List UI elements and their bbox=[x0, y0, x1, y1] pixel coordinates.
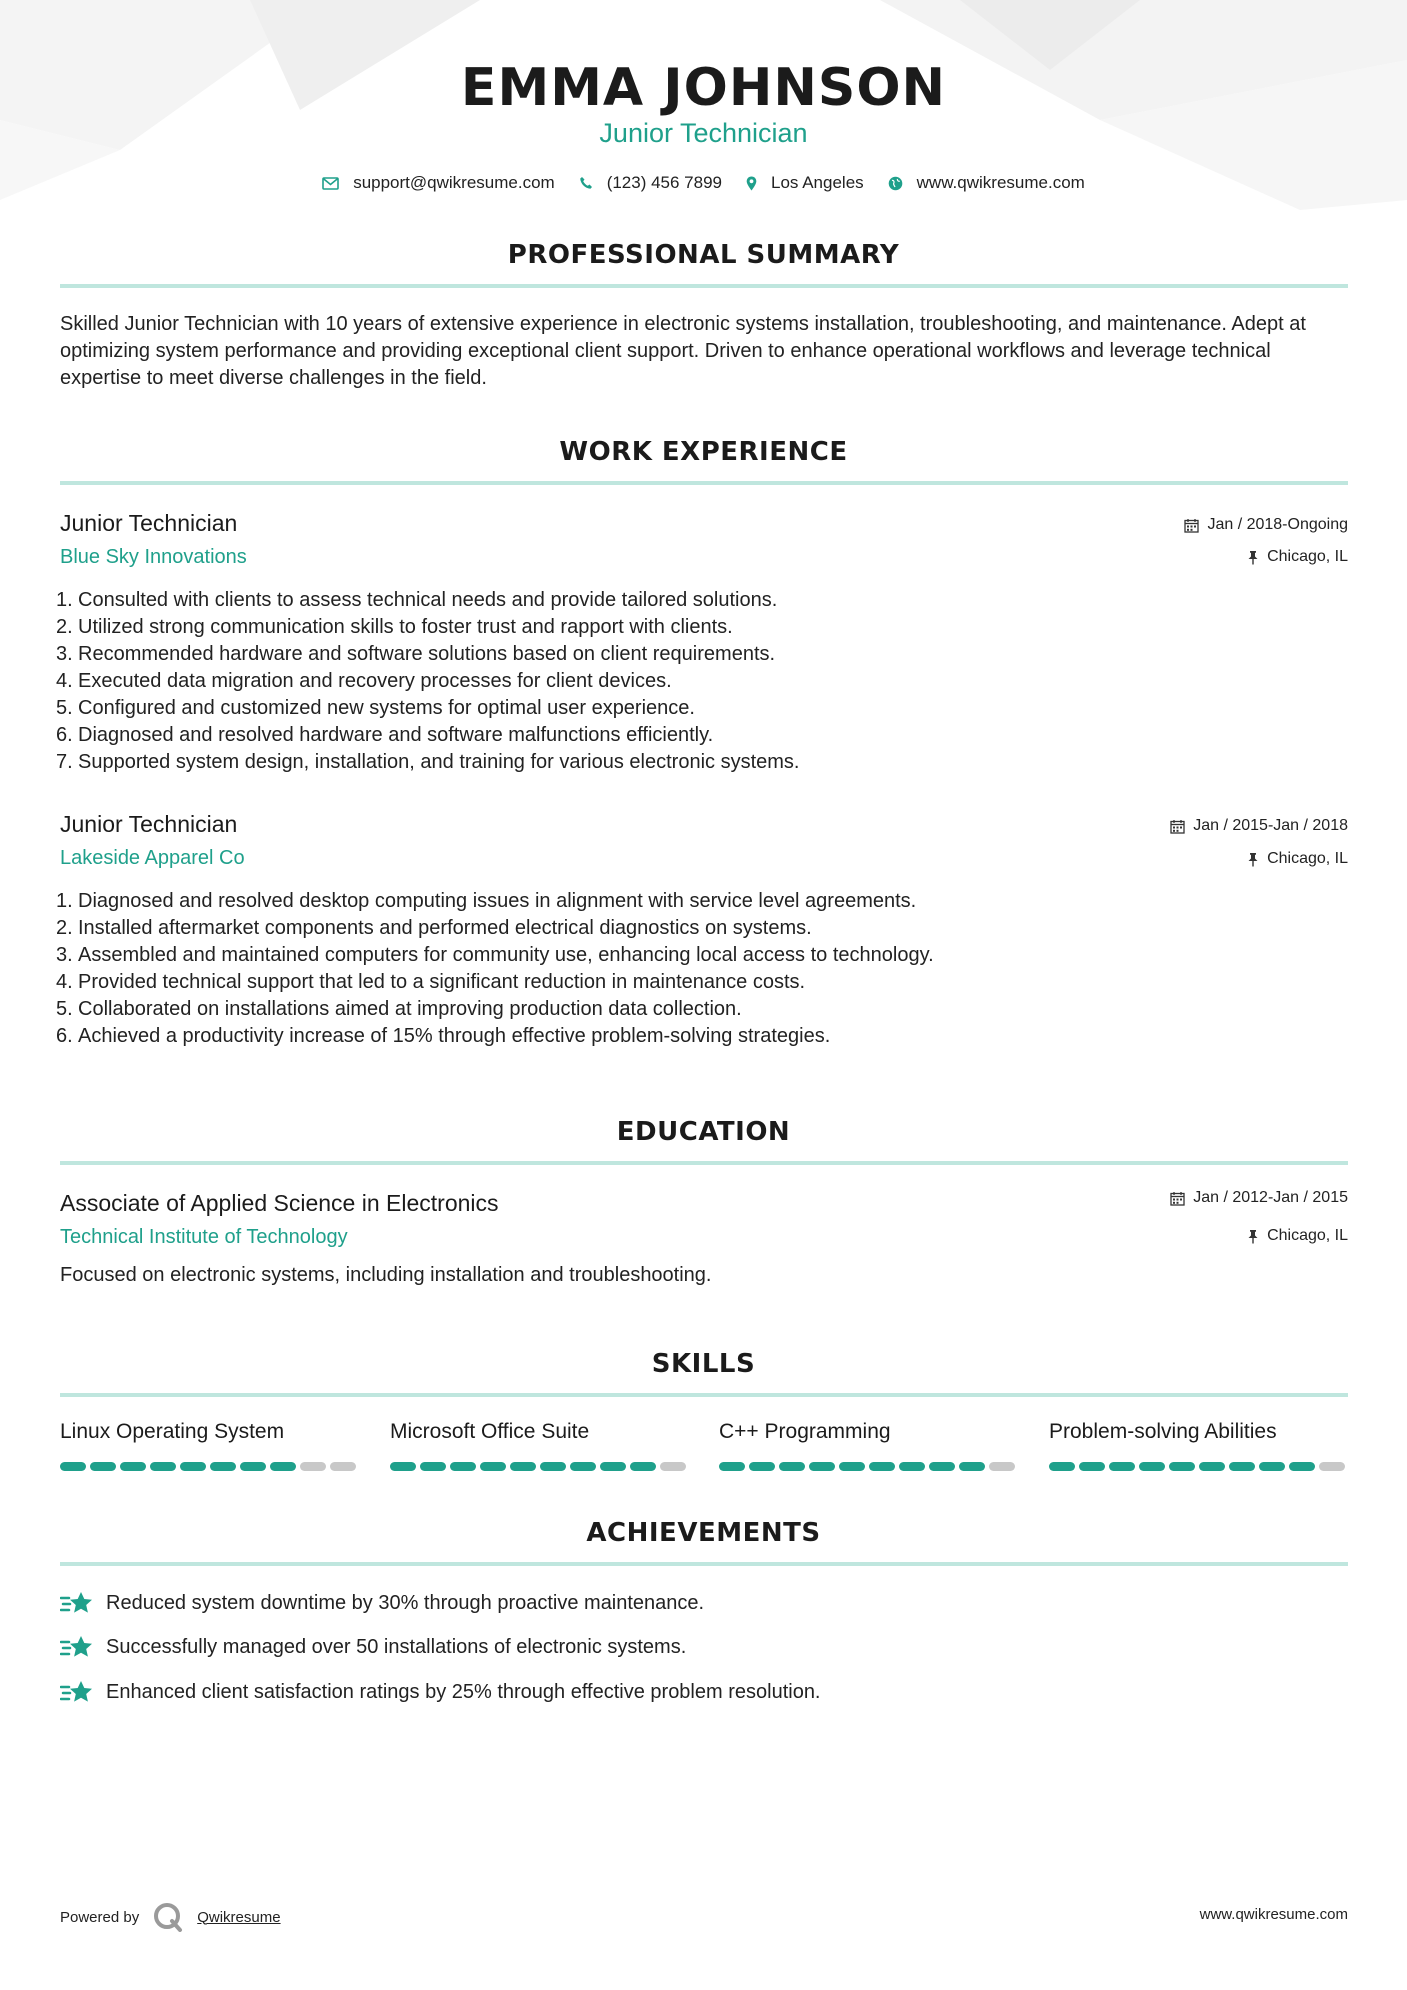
experience-heading: WORK EXPERIENCE bbox=[559, 437, 848, 467]
list-item: 1. Consulted with clients to assess technical needs and provide tailored solutions. bbox=[56, 589, 778, 611]
list-item: 7. Supported system design, installation, and training for various electronic systems. bbox=[56, 751, 800, 773]
skills-heading: SKILLS bbox=[651, 1349, 756, 1379]
education-school: Technical Institute of Technology bbox=[60, 1226, 348, 1248]
skill-name: Microsoft Office Suite bbox=[390, 1420, 590, 1443]
skill-name: Linux Operating System bbox=[60, 1420, 285, 1443]
skill-segment-filled bbox=[180, 1462, 206, 1471]
job-location-text: Chicago, IL bbox=[1267, 850, 1348, 867]
experience-divider bbox=[60, 481, 1348, 485]
job-location bbox=[1247, 548, 1348, 566]
contact-phone[interactable] bbox=[579, 173, 722, 193]
achievement-text: Successfully managed over 50 installations of electronic systems. bbox=[106, 1635, 687, 1658]
contact-bar bbox=[0, 173, 1407, 193]
list-item: 3. Assembled and maintained computers for community use, enhancing local access to technology. bbox=[56, 944, 934, 966]
skill-level-bar bbox=[60, 1462, 360, 1471]
skill-item bbox=[60, 1420, 360, 1471]
job-dates bbox=[1170, 817, 1348, 835]
summary-heading: PROFESSIONAL SUMMARY bbox=[507, 240, 900, 270]
job-dates-text: Jan / 2018-Ongoing bbox=[1207, 516, 1348, 533]
skill-segment-filled bbox=[210, 1462, 236, 1471]
achievement-text: Enhanced client satisfaction ratings by 25% through effective problem resolution. bbox=[106, 1680, 821, 1703]
skill-segment-filled bbox=[510, 1462, 536, 1471]
achievement-text: Reduced system downtime by 30% through proactive maintenance. bbox=[106, 1591, 705, 1614]
skill-segment-filled bbox=[240, 1462, 266, 1471]
summary-text: Skilled Junior Technician with 10 years of extensive experience in electronic systems installation, troubleshooting, and maintenance. Adept at optimizing system performance and providing exceptional client support. Driven to enhance operational workflows and leverage technical expertise to meet diverse challenges in the field. bbox=[60, 313, 1306, 389]
footer-powered-by bbox=[60, 1902, 281, 1932]
job-company: Blue Sky Innovations bbox=[60, 546, 247, 568]
contact-phone-text: (123) 456 7899 bbox=[606, 173, 723, 192]
job-company: Lakeside Apparel Co bbox=[60, 847, 245, 869]
star-speed-icon bbox=[60, 1634, 94, 1660]
skill-item bbox=[390, 1420, 690, 1471]
skill-segment-filled bbox=[120, 1462, 146, 1471]
contact-website-text: www.qwikresume.com bbox=[916, 173, 1085, 192]
job-bullet-list bbox=[56, 888, 934, 1050]
skill-name: Problem-solving Abilities bbox=[1049, 1420, 1277, 1443]
skill-segment-filled bbox=[749, 1462, 775, 1471]
pushpin-icon bbox=[1247, 1229, 1259, 1244]
contact-location bbox=[746, 173, 864, 193]
skill-level-bar bbox=[1049, 1462, 1349, 1471]
skill-segment-empty bbox=[330, 1462, 356, 1471]
skill-segment-filled bbox=[600, 1462, 626, 1471]
skill-segment-filled bbox=[570, 1462, 596, 1471]
skill-segment-filled bbox=[390, 1462, 416, 1471]
skill-segment-filled bbox=[809, 1462, 835, 1471]
skill-segment-filled bbox=[60, 1462, 86, 1471]
skill-segment-empty bbox=[660, 1462, 686, 1471]
skill-segment-empty bbox=[1319, 1462, 1345, 1471]
calendar-icon bbox=[1170, 1191, 1185, 1206]
list-item: 4. Provided technical support that led to a significant reduction in maintenance costs. bbox=[56, 971, 806, 993]
skill-segment-filled bbox=[1229, 1462, 1255, 1471]
list-item: 3. Recommended hardware and software solutions based on client requirements. bbox=[56, 643, 776, 665]
achievements-divider bbox=[60, 1562, 1348, 1566]
job-bullet-list bbox=[56, 587, 799, 776]
list-item: 2. Installed aftermarket components and performed electrical diagnostics on systems. bbox=[56, 917, 812, 939]
education-location bbox=[1247, 1227, 1348, 1245]
job-title: Junior Technician bbox=[60, 811, 238, 837]
qwikresume-logo-icon bbox=[153, 1902, 183, 1932]
skill-segment-filled bbox=[719, 1462, 745, 1471]
star-speed-icon bbox=[60, 1679, 94, 1705]
qwikresume-link[interactable]: Qwikresume bbox=[197, 1908, 281, 1926]
skill-segment-empty bbox=[300, 1462, 326, 1471]
skill-segment-filled bbox=[480, 1462, 506, 1471]
list-item: 4. Executed data migration and recovery processes for client devices. bbox=[56, 670, 672, 692]
skill-segment-filled bbox=[270, 1462, 296, 1471]
achievement-item bbox=[60, 1590, 704, 1616]
education-location-text: Chicago, IL bbox=[1267, 1227, 1348, 1244]
list-item: 5. Collaborated on installations aimed at improving production data collection. bbox=[56, 998, 742, 1020]
skill-segment-filled bbox=[630, 1462, 656, 1471]
skill-segment-filled bbox=[450, 1462, 476, 1471]
map-pin-icon bbox=[746, 176, 757, 191]
list-item: 6. Achieved a productivity increase of 15% through effective problem-solving strategies. bbox=[56, 1025, 831, 1047]
skill-segment-filled bbox=[90, 1462, 116, 1471]
skill-segment-filled bbox=[1139, 1462, 1165, 1471]
list-item: 1. Diagnosed and resolved desktop computing issues in alignment with service level agreements. bbox=[56, 890, 917, 912]
skill-segment-filled bbox=[929, 1462, 955, 1471]
achievement-item bbox=[60, 1634, 686, 1660]
skill-segment-filled bbox=[959, 1462, 985, 1471]
calendar-icon bbox=[1170, 819, 1185, 834]
skill-segment-filled bbox=[899, 1462, 925, 1471]
skill-segment-filled bbox=[1289, 1462, 1315, 1471]
skill-segment-filled bbox=[779, 1462, 805, 1471]
powered-by-label: Powered by bbox=[60, 1908, 140, 1926]
skill-name: C++ Programming bbox=[719, 1420, 891, 1443]
education-degree: Associate of Applied Science in Electronics bbox=[60, 1190, 499, 1216]
achievements-heading: ACHIEVEMENTS bbox=[586, 1518, 821, 1548]
envelope-icon bbox=[322, 177, 339, 190]
contact-website[interactable] bbox=[888, 173, 1085, 193]
skill-segment-filled bbox=[1199, 1462, 1225, 1471]
calendar-icon bbox=[1184, 518, 1199, 533]
phone-icon bbox=[579, 176, 593, 190]
list-item: 2. Utilized strong communication skills to foster trust and rapport with clients. bbox=[56, 616, 733, 638]
skill-segment-filled bbox=[540, 1462, 566, 1471]
education-heading: EDUCATION bbox=[616, 1117, 791, 1147]
skill-segment-filled bbox=[1169, 1462, 1195, 1471]
education-divider bbox=[60, 1161, 1348, 1165]
contact-location-text: Los Angeles bbox=[771, 173, 864, 192]
skill-segment-empty bbox=[989, 1462, 1015, 1471]
globe-icon bbox=[888, 176, 903, 191]
summary-divider bbox=[60, 284, 1348, 288]
skill-item bbox=[1049, 1420, 1349, 1471]
skill-segment-filled bbox=[1079, 1462, 1105, 1471]
skill-item bbox=[719, 1420, 1019, 1471]
star-speed-icon bbox=[60, 1590, 94, 1616]
job-location-text: Chicago, IL bbox=[1267, 548, 1348, 565]
skills-divider bbox=[60, 1393, 1348, 1397]
contact-email[interactable] bbox=[322, 173, 555, 193]
education-dates bbox=[1170, 1189, 1348, 1207]
list-item: 5. Configured and customized new systems for optimal user experience. bbox=[56, 697, 695, 719]
skill-level-bar bbox=[390, 1462, 690, 1471]
skill-segment-filled bbox=[150, 1462, 176, 1471]
skill-segment-filled bbox=[1049, 1462, 1075, 1471]
skill-segment-filled bbox=[839, 1462, 865, 1471]
job-location bbox=[1247, 850, 1348, 868]
candidate-role: Junior Technician bbox=[599, 118, 808, 148]
footer-website-link[interactable]: www.qwikresume.com bbox=[1199, 1906, 1348, 1923]
contact-email-text: support@qwikresume.com bbox=[353, 173, 555, 192]
candidate-name: EMMA JOHNSON bbox=[460, 58, 947, 118]
job-dates-text: Jan / 2015-Jan / 2018 bbox=[1193, 817, 1348, 834]
skill-level-bar bbox=[719, 1462, 1019, 1471]
list-item: 6. Diagnosed and resolved hardware and software malfunctions efficiently. bbox=[56, 724, 714, 746]
job-dates bbox=[1184, 516, 1348, 534]
skill-segment-filled bbox=[420, 1462, 446, 1471]
education-description: Focused on electronic systems, including installation and troubleshooting. bbox=[60, 1264, 712, 1286]
achievement-item bbox=[60, 1679, 821, 1705]
pushpin-icon bbox=[1247, 852, 1259, 867]
skill-segment-filled bbox=[1259, 1462, 1285, 1471]
skill-segment-filled bbox=[869, 1462, 895, 1471]
pushpin-icon bbox=[1247, 550, 1259, 565]
education-dates-text: Jan / 2012-Jan / 2015 bbox=[1193, 1189, 1348, 1206]
job-title: Junior Technician bbox=[60, 510, 238, 536]
skill-segment-filled bbox=[1109, 1462, 1135, 1471]
